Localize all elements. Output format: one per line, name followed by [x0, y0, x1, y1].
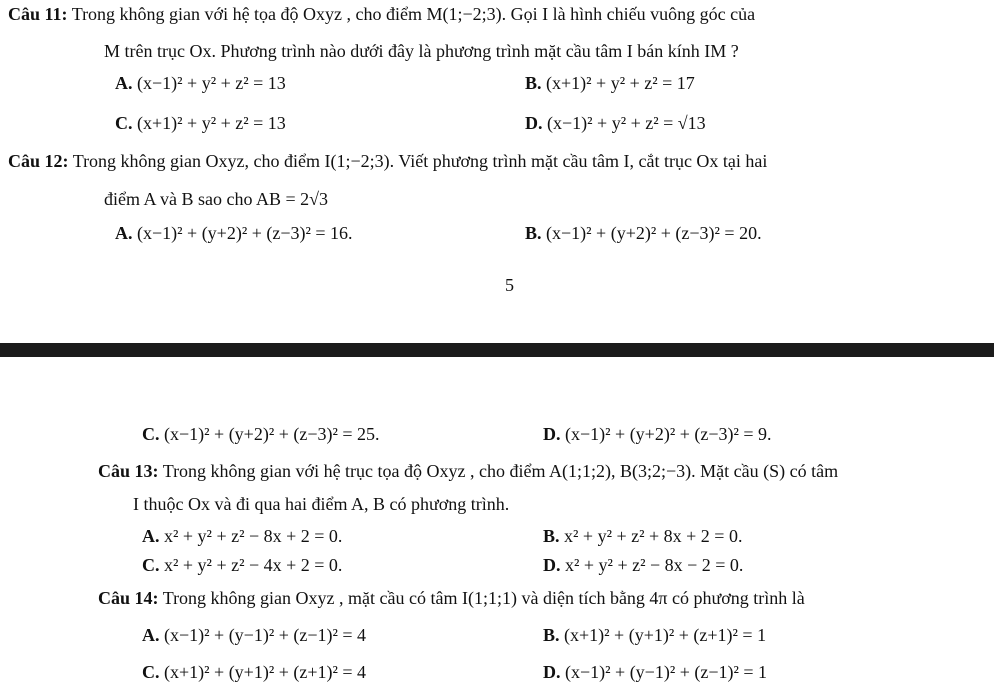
q12-stem2: điểm A và B sao cho AB = 2√3 — [104, 189, 329, 209]
page-number: 5 — [505, 275, 514, 295]
q11-stem-line1 — [8, 2, 755, 26]
q11-option-d[interactable]: D. (x−1)² + y² + z² = √13 — [525, 113, 706, 133]
q13-option-b[interactable]: B. x² + y² + z² + 8x + 2 = 0. — [543, 526, 743, 546]
q14-option-a[interactable]: A. (x−1)² + (y−1)² + (z−1)² = 4 — [142, 625, 367, 645]
q11-option-c[interactable]: C. (x+1)² + y² + z² = 13 — [115, 113, 286, 133]
q13-option-c[interactable]: C. x² + y² + z² − 4x + 2 = 0. — [142, 555, 343, 575]
q11-option-b[interactable]: B. (x+1)² + y² + z² = 17 — [525, 73, 695, 93]
q13-option-d[interactable]: D. x² + y² + z² − 8x − 2 = 0. — [543, 555, 744, 575]
q13-option-a[interactable]: A. x² + y² + z² − 8x + 2 = 0. — [142, 526, 343, 546]
q13-label: Câu 13: — [98, 461, 159, 481]
q14-stem-line1 — [98, 586, 805, 610]
q12-stem-line1 — [8, 149, 767, 173]
q12-option-b[interactable]: B. (x−1)² + (y+2)² + (z−3)² = 20. — [525, 223, 762, 243]
q11-stem2: M trên trục Ox. Phương trình nào dưới đây là phương trình mặt cầu tâm I bán kính IM ? — [104, 41, 739, 61]
q13-stem-line1 — [98, 459, 838, 483]
q12-option-a[interactable]: A. (x−1)² + (y+2)² + (z−3)² = 16. — [115, 223, 353, 243]
q12-option-c[interactable]: C. (x−1)² + (y+2)² + (z−3)² = 25. — [142, 424, 380, 444]
q13-stem2: I thuộc Ox và đi qua hai điểm A, B có phương trình. — [133, 494, 510, 514]
q13-stem1: Trong không gian với hệ trục tọa độ Oxyz , cho điểm A(1;1;2), B(3;2;−3). Mặt cầu (S) có tâm — [162, 461, 839, 481]
q14-stem1: Trong không gian Oxyz , mặt cầu có tâm I(1;1;1) và diện tích bằng 4π có phương trình là — [162, 588, 805, 608]
q14-option-c[interactable]: C. (x+1)² + (y+1)² + (z+1)² = 4 — [142, 662, 367, 682]
q11-label: Câu 11: — [8, 4, 68, 24]
q12-stem1: Trong không gian Oxyz, cho điểm I(1;−2;3). Viết phương trình mặt cầu tâm I, cắt trục Ox tại hai — [72, 151, 768, 171]
q12-label: Câu 12: — [8, 151, 69, 171]
q14-option-b[interactable]: B. (x+1)² + (y+1)² + (z+1)² = 1 — [543, 625, 767, 645]
q12-option-d[interactable]: D. (x−1)² + (y+2)² + (z−3)² = 9. — [543, 424, 772, 444]
q14-option-d[interactable]: D. (x−1)² + (y−1)² + (z−1)² = 1 — [543, 662, 768, 682]
q14-label: Câu 14: — [98, 588, 159, 608]
q11-option-a[interactable]: A. (x−1)² + y² + z² = 13 — [115, 73, 286, 93]
page-break-divider — [0, 343, 994, 357]
q11-stem1: Trong không gian với hệ tọa độ Oxyz , cho điểm M(1;−2;3). Gọi I là hình chiếu vuông góc của — [71, 4, 756, 24]
